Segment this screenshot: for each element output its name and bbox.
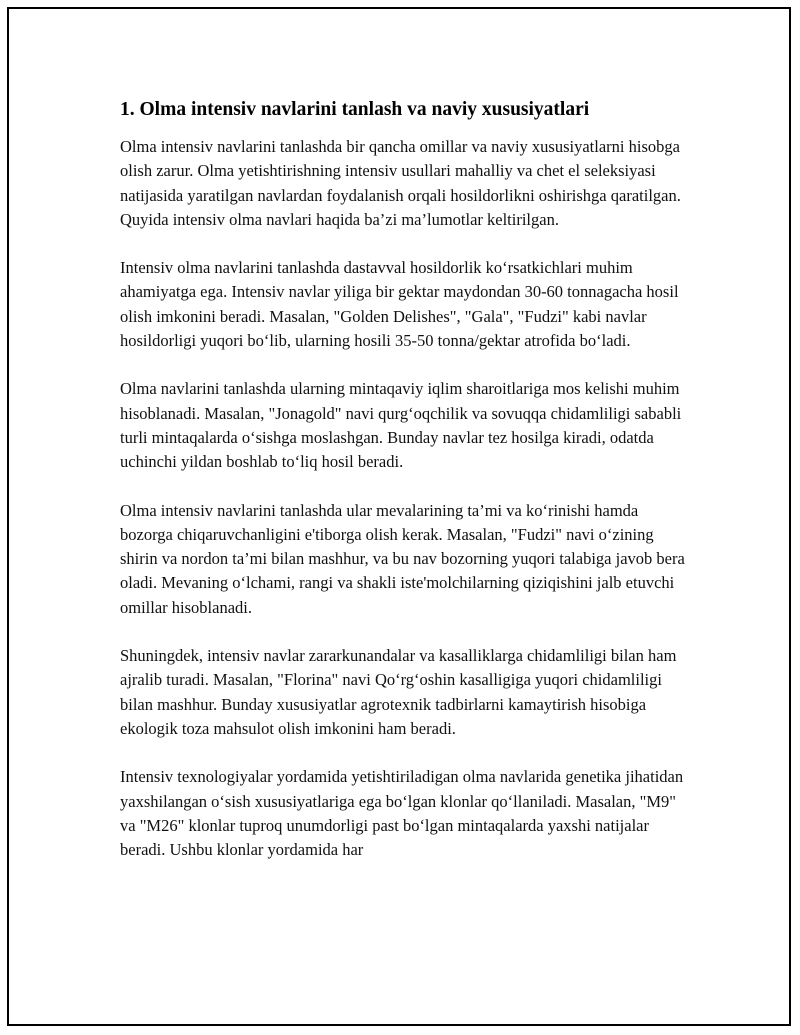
section-heading: 1. Olma intensiv navlarini tanlash va naviy xususiyatlari [120,99,590,120]
paragraph-disease-resistance: Shuningdek, intensiv navlar zararkunandalar va kasalliklarga chidamliligi bilan ham ajralib turadi. Masalan, "Florina" navi Qo‘rg‘oshin kasalligiga yuqori chidamliligi bilan mashhur. Bunday xususiyatlar agrotexnik tadbirlarni kamaytirish hisobiga ekologik toza mahsulot olish imkonini ham beradi. [120,646,677,738]
paragraph-intro: Olma intensiv navlarini tanlashda bir qancha omillar va naviy xususiyatlarni hisobga olish zarur. Olma yetishtirishning intensiv usullari mahalliy va chet el seleksiyasi natijasida yaratilgan navlardan foydalanish orqali hosildorlikni oshirishga qaratilgan. Quyida intensiv olma navlari haqida ba’zi ma’lumotlar keltirilgan. [120,137,681,229]
paragraph-climate: Olma navlarini tanlashda ularning mintaqaviy iqlim sharoitlariga mos kelishi muhim hisoblanadi. Masalan, "Jonagold" navi qurg‘oqchilik va sovuqqa chidamliligi sababli turli mintaqalarda o‘sishga moslashgan. Bunday navlar tez hosilga kiradi, odatda uchinchi yildan boshlab to‘liq hosil beradi. [120,379,682,472]
document-page [7,7,791,1026]
document-body [120,95,695,886]
paragraph-yield: Intensiv olma navlarini tanlashda dastavval hosildorlik ko‘rsatkichlari muhim ahamiyatga ega. Intensiv navlar yiliga bir gektar maydondan 30-60 tonnagacha hosil olish imkonini beradi. Masalan, "Golden Delishes", "Gala", "Fudzi" kabi navlar hosildorligi yuqori bo‘lib, ularning hosili 35-50 tonna/gektar atrofida bo‘ladi. [120,258,679,351]
paragraph-clones: Intensiv texnologiyalar yordamida yetishtiriladigan olma navlarida genetika jihatidan yaxshilangan o‘sish xususiyatlariga ega bo‘lgan klonlar qo‘llaniladi. Masalan, "M9" va "M26" klonlar tuproq unumdorligi past bo‘lgan mintaqalarda yaxshi natijalar beradi. Ushbu klonlar yordamida har [120,767,684,860]
paragraph-taste-market: Olma intensiv navlarini tanlashda ular mevalarining ta’mi va ko‘rinishi hamda bozorga chiqaruvchanligini e'tiborga olish kerak. Masalan, "Fudzi" navi o‘zining shirin va nordon ta’mi bilan mashhur, va bu nav bozorning yuqori talabiga javob bera oladi. Mevaning o‘lchami, rangi va shakli iste'molchilarning qiziqishini jalb etuvchi omillar hisoblanadi. [120,500,685,617]
